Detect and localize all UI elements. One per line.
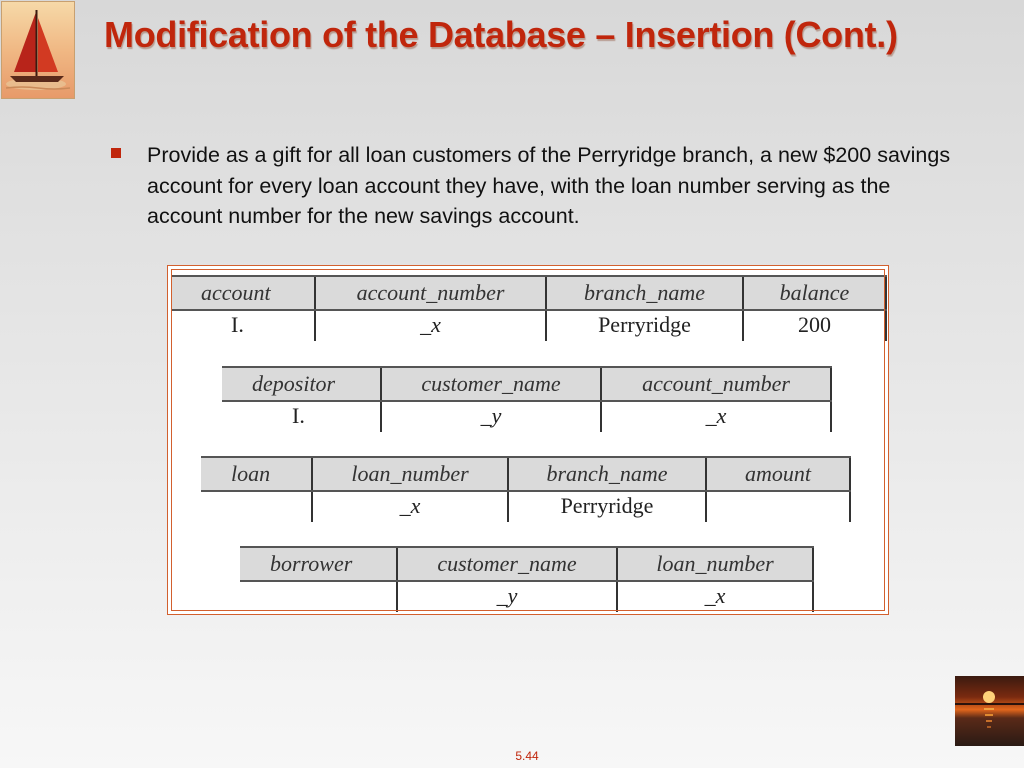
table-cell: _x (618, 582, 814, 612)
header-cell: depositor (222, 368, 382, 400)
bullet-item (110, 140, 960, 232)
account-table-row (171, 311, 887, 341)
qbe-figure (167, 265, 889, 615)
depositor-table-header (222, 366, 832, 402)
header-cell: branch_name (547, 277, 744, 309)
depositor-table-row (222, 402, 832, 432)
account-table-header (171, 275, 887, 311)
header-cell: customer_name (398, 548, 618, 580)
table-cell: I. (222, 402, 382, 432)
account-table (171, 275, 887, 341)
table-cell: _x (316, 311, 547, 341)
header-cell: amount (707, 458, 851, 490)
header-cell: borrower (240, 548, 398, 580)
loan-table-row (201, 492, 851, 522)
table-cell: 200 (744, 311, 887, 341)
borrower-table (240, 546, 814, 612)
header-cell: customer_name (382, 368, 602, 400)
slide-title: Modification of the Database – Insertion (Cont.) (104, 14, 898, 55)
page-number: 5.44 (515, 749, 539, 763)
header-cell: account_number (602, 368, 832, 400)
table-cell: _y (382, 402, 602, 432)
header-cell: loan (201, 458, 313, 490)
table-cell: Perryridge (547, 311, 744, 341)
header-cell: branch_name (509, 458, 707, 490)
table-cell: I. (171, 311, 316, 341)
loan-table-header (201, 456, 851, 492)
table-cell: _x (313, 492, 509, 522)
bullet-square-icon (111, 148, 121, 158)
depositor-table (222, 366, 832, 432)
loan-table (201, 456, 851, 522)
bullet-text: Provide as a gift for all loan customers of the Perryridge branch, a new $200 savings account for every loan account they have, with the loan number serving as the account number for the new savings account. (147, 143, 951, 228)
table-cell (201, 492, 313, 522)
borrower-table-header (240, 546, 814, 582)
header-cell: account (171, 277, 316, 309)
table-cell: _x (602, 402, 832, 432)
table-cell (707, 492, 851, 522)
header-cell: loan_number (618, 548, 814, 580)
table-cell: _y (398, 582, 618, 612)
table-cell: Perryridge (509, 492, 707, 522)
sunset-logo-icon (955, 676, 1024, 746)
header-cell: account_number (316, 277, 547, 309)
borrower-table-row (240, 582, 814, 612)
header-cell: balance (744, 277, 887, 309)
header-cell: loan_number (313, 458, 509, 490)
table-cell (240, 582, 398, 612)
sailboat-logo-icon (1, 1, 75, 99)
